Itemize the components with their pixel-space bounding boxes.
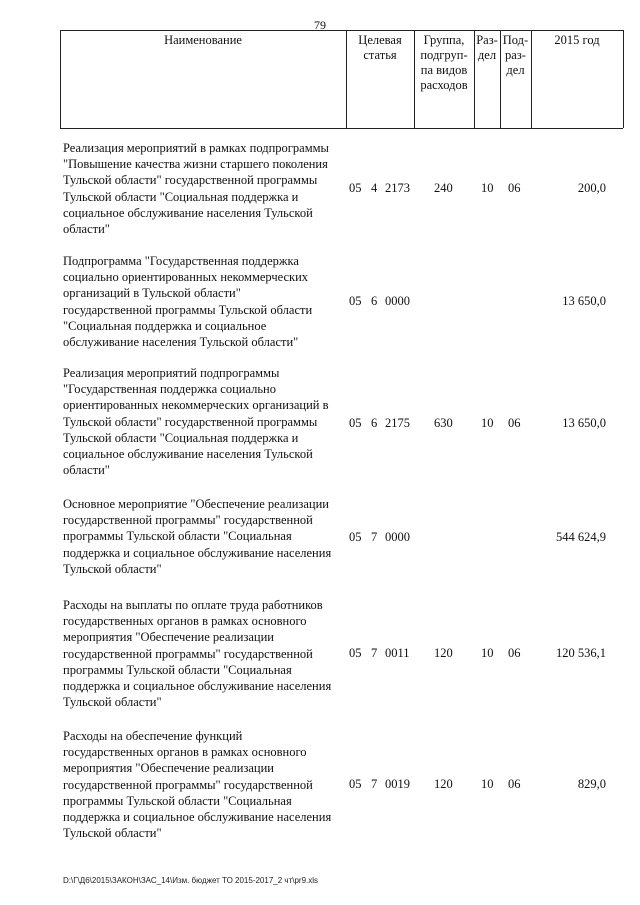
header-name: Наименование [164,33,242,47]
row-amount: 120 536,1 [556,646,606,660]
row-group: 630 [434,416,453,430]
row-group: 240 [434,181,453,195]
footer-file-path: D:\Г\Д6\2015\ЗАКОН\ЗАС_14\Изм. бюджет ТО 2015-2017_2 чт\pr9.xls [63,876,319,885]
row-code-c: 0000 [385,294,410,308]
row-subsection: 06 [508,646,521,660]
row-amount: 544 624,9 [556,530,606,544]
header-subsection: Под- раз- дел [502,33,529,77]
row-code-a: 05 [349,294,362,308]
header-year: 2015 год [554,33,600,47]
header-right-border [623,30,624,128]
row-section: 10 [481,416,494,430]
row-subsection: 06 [508,416,521,430]
row-name: Расходы на выплаты по оплате труда работников государственных органов в рамках основного мероприятия "Обеспечение реализации государственной программы" государственной программы Тульской области "Социальная поддержка и социальное обслуживание населения Тульской области" [63,598,332,710]
row-code-b: 7 [371,530,378,544]
row-section: 10 [481,646,494,660]
row-code-b: 7 [371,777,378,791]
row-name: Основное мероприятие "Обеспечение реализации государственной программы" государственной программы Тульской области "Социальная поддержка и социальное обслуживание населения Тульской области" [63,497,332,576]
row-code-b: 6 [371,416,378,430]
row-group: 120 [434,646,453,660]
row-amount: 13 650,0 [562,294,606,308]
row-code-c: 0000 [385,530,410,544]
row-code-b: 7 [371,646,378,660]
row-amount: 829,0 [577,777,606,791]
header-bottom-border [60,128,623,129]
row-subsection: 06 [508,777,521,791]
header-target-article: Целевая статья [358,33,402,62]
row-code-b: 4 [371,181,378,195]
row-code-a: 05 [349,777,362,791]
header-group: Группа, подгруп- па видов расходов [420,33,468,92]
row-code-a: 05 [349,416,362,430]
row-code-b: 6 [371,294,378,308]
row-code-a: 05 [349,646,362,660]
row-code-c: 0019 [385,777,410,791]
row-name: Подпрограмма "Государственная поддержка социально ориентированных некоммерческих организаций в Тульской области" государственной программы Тульской области "Социальная поддержка и социальное обслуживание населения Тульской области" [63,254,313,350]
row-code-c: 0011 [385,646,410,660]
row-name: Расходы на обеспечение функций государственных органов в рамках основного мероприятия "Обеспечение реализации государственной программы" государственной программы Тульской области "Социальная поддержка и социальное обслуживание населения Тульской области" [63,729,332,841]
page-number: 79 [314,18,326,32]
row-subsection: 06 [508,181,521,195]
row-name: Реализация мероприятий в рамках подпрограммы "Повышение качества жизни старшего поколения Тульской области" государственной программы Тульской области "Социальная поддержка и социальное обслуживание населения Тульской области" [63,141,329,237]
row-code-a: 05 [349,530,362,544]
row-amount: 13 650,0 [562,416,606,430]
row-code-c: 2173 [385,181,410,195]
row-name: Реализация мероприятий подпрограммы "Государственная поддержка социально ориентированных некоммерческих организаций в Тульской области" государственной программы Тульской области "Социальная поддержка и социальное обслуживание населения Тульской области" [63,366,329,478]
header-section: Раз- дел [476,33,498,62]
row-group: 120 [434,777,453,791]
row-amount: 200,0 [577,181,606,195]
row-section: 10 [481,181,494,195]
row-section: 10 [481,777,494,791]
row-code-c: 2175 [385,416,410,430]
row-code-a: 05 [349,181,362,195]
